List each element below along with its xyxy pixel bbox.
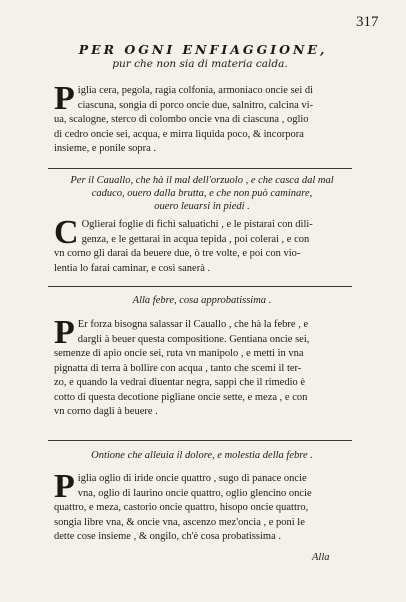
paragraph-febre: [54, 314, 344, 420]
page-number: 317: [356, 14, 379, 30]
section-title-enfiaggione: PER OGNI ENFIAGGIONE,: [78, 42, 328, 57]
drop-cap: C: [54, 214, 79, 251]
text-line: dargli à beuer questa compositione. Gentiana oncie sei,: [77, 333, 310, 345]
text-line: insieme, e ponile sopra .: [54, 143, 157, 154]
text-line: songia libre vna, & oncie vna, ascenzo mez'oncia , e poni le: [54, 516, 305, 528]
paragraph-ontione: [54, 468, 344, 545]
section-subtitle-enfiaggione: pur che non sia di materia calda.: [112, 58, 288, 70]
section-title-febre: Alla febre, cosa approbatissima .: [132, 295, 272, 306]
heading-line: caduco, ouero dalla brutta, e che non può caminare,: [91, 188, 313, 199]
drop-cap: P: [54, 314, 75, 351]
text-line: ciascuna, songia di porco oncie due, salnitro, calcina vi-: [77, 99, 314, 111]
divider-rule: [48, 168, 352, 169]
catchword: Alla: [312, 552, 330, 563]
paragraph-cauallo: [54, 214, 344, 276]
drop-cap: P: [54, 80, 75, 117]
text-line: Oglierai foglie di fichi saluatichi , e le pistarai con dili-: [81, 219, 313, 230]
heading-line: Per il Cauallo, che hà il mal dell'orzuolo , e che casca dal mal: [70, 175, 334, 186]
text-line: dette cose insieme , & ongilo, ch'è cosa probatissima .: [54, 531, 282, 542]
text-line: Er forza bisogna salassar il Cauallo , che hà la febre , e: [77, 319, 309, 330]
text-line: iglia cera, pegola, ragia colfonia, armoniaco oncie sei di: [77, 85, 314, 96]
section-title-cauallo: [52, 174, 352, 213]
text-line: vn corno dagli à beuere .: [54, 406, 158, 417]
text-line: quattro, e meza, castorio oncie quattro, hisopo oncie quattro,: [54, 502, 309, 513]
section-title-ontione: Ontione che alleuia il dolore, e molestia della febre .: [91, 450, 313, 461]
divider-rule: [48, 286, 352, 287]
paragraph-enfiaggione: [54, 80, 344, 157]
text-line: pignatta di terra à bollire con acqua , tanto che scemi il ter-: [54, 362, 302, 374]
text-line: semenze di apio oncie sei, ruta vn manipolo , e metti in vna: [54, 348, 304, 359]
text-line: vna, oglio di laurino oncie quattro, oglio glencino oncie: [77, 487, 312, 499]
drop-cap: P: [54, 468, 75, 505]
heading-line: ouero leuarsi in piedi .: [154, 201, 250, 212]
text-line: iglia oglio di iride oncie quattro , sugo di panace oncie: [77, 473, 307, 484]
text-line: vn corno gli darai da beuere due, ò tre volte, e poi con vio-: [54, 248, 301, 259]
text-line: zo, e quando la vedrai diuentar negra, sappi che il rimedio è: [54, 377, 306, 388]
text-line: di cedro oncie sei, acqua, e mirra liquida poco, & incorpora: [54, 128, 304, 140]
text-line: genza, e le gettarai in acqua tepida , poi colerai , e con: [81, 233, 310, 245]
divider-rule: [48, 440, 352, 441]
text-line: cotto di questa decotione pigliane oncie sette, e meza , e con: [54, 391, 308, 403]
text-line: ua, scalogne, sterco di colombo oncie vna di ciascuna , oglio: [54, 114, 309, 125]
text-line: lentia lo farai caminar, e così sanerà .: [54, 262, 211, 274]
